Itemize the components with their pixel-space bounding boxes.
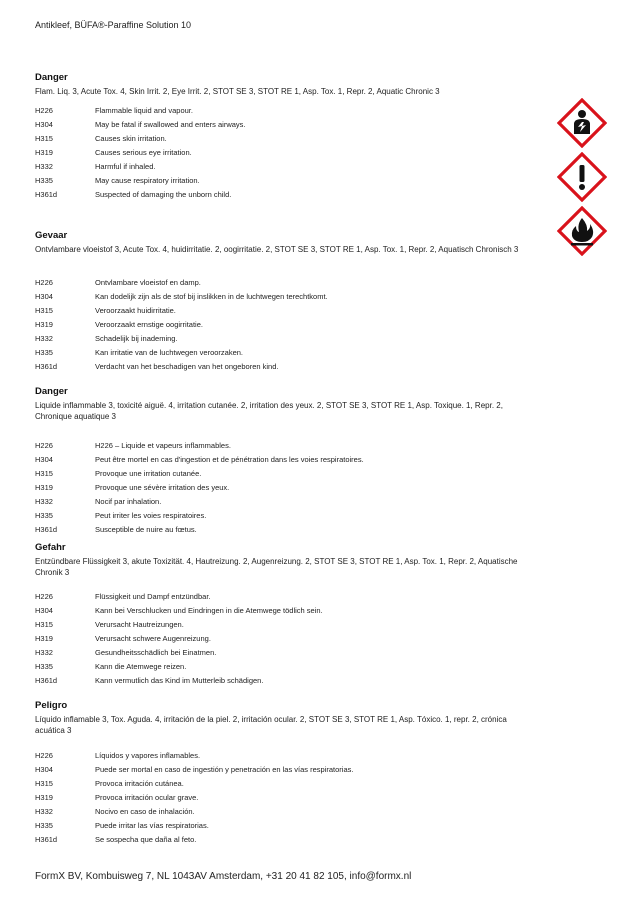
hazard-statement-row [35,481,535,495]
hazard-code: H226 [35,441,53,450]
hazard-text: Kann bei Verschlucken und Eindringen in die Atemwege tödlich sein. [95,606,323,615]
hazard-classification: Liquide inflammable 3, toxicité aiguë. 4, irritation cutanée. 2, irritation des yeux. 2, STOT SE 3, STOT RE 1, Asp. Toxique. 1, Repr. 2, Chronique aquatique 3 [35,401,503,421]
hazard-text: Harmful if inhaled. [95,162,156,171]
hazard-text: Flüssigkeit und Dampf entzündbar. [95,592,211,601]
hazard-text: Susceptible de nuire au fœtus. [95,525,197,534]
hazard-text: Causes serious eye irritation. [95,148,192,157]
hazard-text: Flammable liquid and vapour. [95,106,193,115]
hazard-statement-row [35,453,535,467]
hazard-code: H332 [35,162,53,171]
hazard-text: Verursacht schwere Augenreizung. [95,634,211,643]
hazard-code: H315 [35,134,53,143]
hazard-statement-row [35,805,535,819]
hazard-code: H304 [35,765,53,774]
hazard-text: Nocivo en caso de inhalación. [95,807,195,816]
hazard-statement-row [35,604,535,618]
hazard-statement-row [35,276,535,290]
hazard-text: Provoca irritación ocular grave. [95,793,199,802]
hazard-statement-row [35,646,535,660]
hazard-text: Causes skin irritation. [95,134,167,143]
hazard-code: H332 [35,807,53,816]
signal-word: Gefahr [35,542,66,553]
hazard-text: Suspected of damaging the unborn child. [95,190,232,199]
hazard-text: Puede irritar las vías respiratorias. [95,821,209,830]
hazard-statement-row [35,118,535,132]
hazard-statement-row [35,104,535,118]
hazard-text: Nocif par inhalation. [95,497,162,506]
hazard-classification: Líquido inflamable 3, Tox. Aguda. 4, irritación de la piel. 2, irritación ocular. 2, STOT SE 3, STOT RE 1, Asp. Tóxico. 1, repr. 2, crónica acuática 3 [35,715,507,735]
hazard-text: Gesundheitsschädlich bei Einatmen. [95,648,217,657]
hazard-classification: Entzündbare Flüssigkeit 3, akute Toxizität. 4, Hautreizung. 2, Augenreizung. 2, STOT SE 3, STOT RE 1, Asp. Tox. 1, Repr. 2, Aquatische Chronik 3 [35,557,518,577]
hazard-text: Se sospecha que daña al feto. [95,835,197,844]
hazard-statement-row [35,632,535,646]
hazard-code: H361d [35,525,58,534]
document-title: Antikleef, BÜFA®-Paraffine Solution 10 [35,20,192,30]
hazard-statement-row [35,618,535,632]
hazard-text: Veroorzaakt huidirritatie. [95,306,176,315]
hazard-statement-list [35,749,535,847]
hazard-code: H332 [35,334,53,343]
hazard-statement-row [35,346,535,360]
signal-word: Peligro [35,700,68,711]
signal-word: Danger [35,72,68,83]
hazard-text: Provoca irritación cutánea. [95,779,184,788]
hazard-statement-row [35,174,535,188]
hazard-statement-row [35,791,535,805]
hazard-statement-row [35,674,535,688]
hazard-statement-row [35,160,535,174]
hazard-text: Kan dodelijk zijn als de stof bij inslikken in de luchtwegen terechtkomt. [95,292,328,301]
hazard-code: H315 [35,469,53,478]
hazard-code: H361d [35,676,58,685]
hazard-code: H335 [35,176,53,185]
hazard-code: H335 [35,821,53,830]
hazard-code: H226 [35,106,53,115]
hazard-statement-row [35,360,535,374]
hazard-code: H332 [35,648,53,657]
hazard-text: May cause respiratory irritation. [95,176,200,185]
hazard-statement-row [35,188,535,202]
signal-word: Danger [35,386,68,397]
hazard-code: H304 [35,606,53,615]
hazard-statement-list [35,590,535,688]
hazard-code: H361d [35,190,58,199]
hazard-text: Peut irriter les voies respiratoires. [95,511,207,520]
health-hazard-icon [557,98,607,148]
hazard-code: H319 [35,148,53,157]
hazard-statement-row [35,304,535,318]
hazard-text: May be fatal if swallowed and enters airways. [95,120,246,129]
hazard-code: H226 [35,278,53,287]
hazard-statement-row [35,332,535,346]
hazard-text: Líquidos y vapores inflamables. [95,751,201,760]
hazard-classification: Flam. Liq. 3, Acute Tox. 4, Skin Irrit. 2, Eye Irrit. 2, STOT SE 3, STOT RE 1, Asp. Tox. 1, Repr. 2, Aquatic Chronic 3 [35,87,440,96]
section-en [35,72,535,202]
footer-contact: FormX BV, Kombuisweg 7, NL 1043AV Amsterdam, +31 20 41 82 105, info@formx.nl [35,871,412,882]
hazard-code: H304 [35,120,53,129]
exclamation-mark-icon [557,152,607,202]
hazard-code: H332 [35,497,53,506]
hazard-statement-row [35,523,535,537]
hazard-statement-row [35,819,535,833]
hazard-statement-row [35,318,535,332]
hazard-text: Verdacht van het beschadigen van het ongeboren kind. [95,362,279,371]
hazard-statement-row [35,660,535,674]
section-fr [35,386,535,537]
hazard-statement-row [35,833,535,847]
hazard-statement-row [35,290,535,304]
hazard-code: H335 [35,348,53,357]
hazard-statement-row [35,146,535,160]
hazard-code: H319 [35,483,53,492]
hazard-statement-list [35,276,535,374]
hazard-statement-row [35,495,535,509]
hazard-code: H361d [35,362,58,371]
hazard-text: H226 – Liquide et vapeurs inflammables. [95,441,231,450]
hazard-statement-row [35,132,535,146]
hazard-statement-row [35,439,535,453]
hazard-statement-list [35,439,535,537]
hazard-text: Verursacht Hautreizungen. [95,620,184,629]
hazard-text: Peut être mortel en cas d'ingestion et de pénétration dans les voies respiratoires. [95,455,364,464]
hazard-code: H226 [35,751,53,760]
signal-word: Gevaar [35,230,68,241]
hazard-text: Schadelijk bij inademing. [95,334,178,343]
hazard-code: H226 [35,592,53,601]
hazard-statement-row [35,590,535,604]
hazard-code: H304 [35,455,53,464]
hazard-code: H319 [35,793,53,802]
hazard-text: Puede ser mortal en caso de ingestión y penetración en las vías respiratorias. [95,765,354,774]
hazard-statement-row [35,763,535,777]
hazard-code: H361d [35,835,58,844]
hazard-code: H335 [35,511,53,520]
hazard-statement-list [35,104,535,202]
section-de [35,542,535,688]
hazard-text: Veroorzaakt ernstige oogirritatie. [95,320,203,329]
ghs-pictograms [557,98,609,260]
hazard-text: Ontvlambare vloeistof en damp. [95,278,201,287]
hazard-code: H304 [35,292,53,301]
section-es [35,700,535,847]
hazard-statement-row [35,509,535,523]
hazard-code: H319 [35,320,53,329]
hazard-text: Kann die Atemwege reizen. [95,662,187,671]
hazard-text: Provoque une sévère irritation des yeux. [95,483,230,492]
hazard-statement-row [35,749,535,763]
hazard-code: H315 [35,779,53,788]
hazard-code: H315 [35,620,53,629]
flame-icon [557,206,607,256]
section-nl [35,230,535,374]
hazard-text: Provoque une irritation cutanée. [95,469,202,478]
hazard-code: H335 [35,662,53,671]
hazard-code: H319 [35,634,53,643]
hazard-text: Kann vermutlich das Kind im Mutterleib schädigen. [95,676,264,685]
hazard-text: Kan irritatie van de luchtwegen veroorzaken. [95,348,244,357]
hazard-classification: Ontvlambare vloeistof 3, Acute Tox. 4, huidirritatie. 2, oogirritatie. 2, STOT SE 3, STOT RE 1, Asp. Tox. 1, Repr. 2, Aquatisch Chronisch 3 [35,245,519,254]
hazard-statement-row [35,467,535,481]
hazard-statement-row [35,777,535,791]
hazard-code: H315 [35,306,53,315]
